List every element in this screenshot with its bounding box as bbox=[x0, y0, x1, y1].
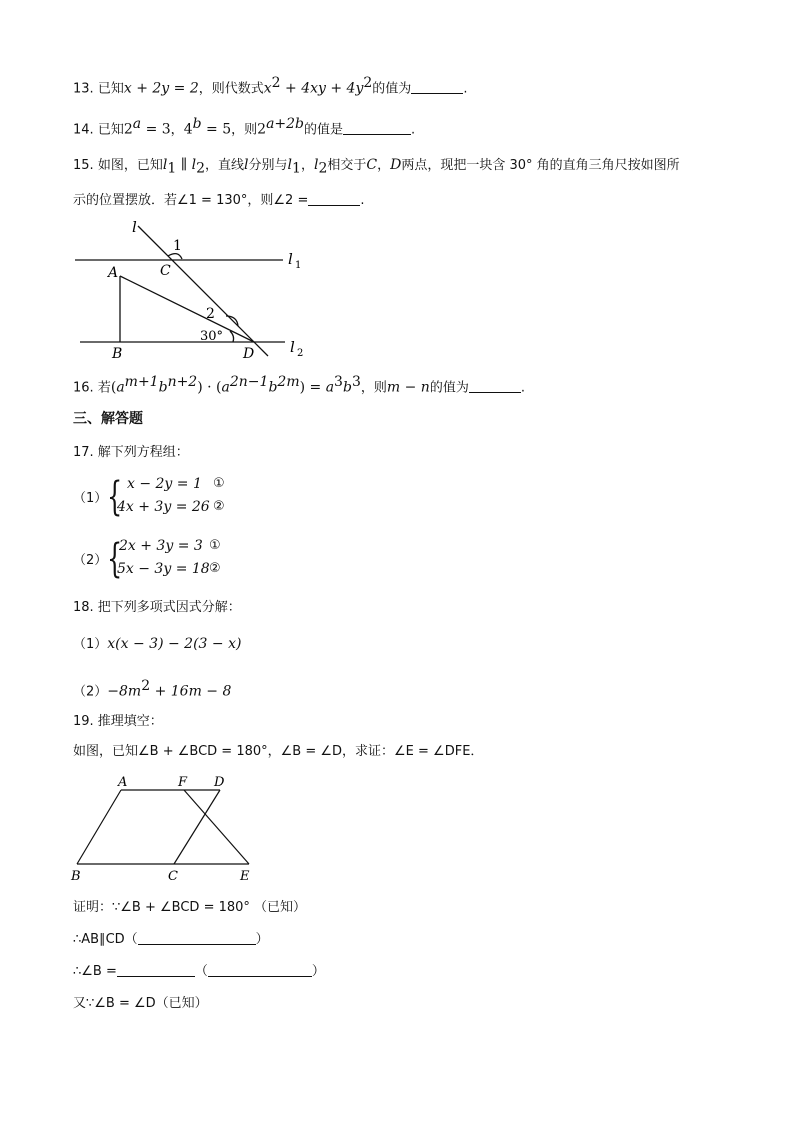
question-18-part-2: $(2)-8m^2 + 16m - 8$ bbox=[73, 678, 232, 700]
equation-1: 2x + 3y = 3 bbox=[119, 538, 203, 554]
proof-line-4: 又∵∠B = ∠D（已知） bbox=[73, 996, 208, 1011]
question-15-line-2: 示的位置摆放．若∠1 = 130°，则∠2 = . bbox=[73, 193, 365, 208]
figure-parallel-lines-triangle bbox=[70, 214, 320, 364]
question-19-statement: 如图，已知∠B + ∠BCD = 180°，∠B = ∠D，求证：∠E = ∠DFE． bbox=[73, 744, 484, 759]
label-a: A bbox=[118, 775, 128, 790]
label-c: C bbox=[160, 263, 171, 279]
label-f: F bbox=[178, 775, 188, 790]
label-l: l bbox=[132, 218, 137, 236]
condition: x + 2y = 2 bbox=[123, 80, 199, 97]
brace-icon: { bbox=[107, 536, 123, 582]
angle-30-arc bbox=[230, 331, 234, 342]
answer-blank[interactable] bbox=[343, 120, 411, 135]
label-angle-1: 1 bbox=[173, 238, 182, 254]
answer-blank[interactable] bbox=[469, 378, 521, 393]
question-number: 15. bbox=[73, 158, 94, 173]
question-15-line-1: 15. 如图，已知$l_1$ ∥ $l_2$，直线l分别与$l_1$，$l_2$相交于C，D两点，现把一块含 30° 角的直角三角尺按如图所 bbox=[73, 157, 680, 177]
segment-fe bbox=[184, 790, 249, 864]
svg-text:1: 1 bbox=[295, 260, 302, 271]
question-16: 16. 若$(a^{m+1}b^{n+2}) \cdot (a^{2n-1}b^{2m}) = a^3b^3$，则m − n的值为 . bbox=[73, 374, 525, 396]
question-19: 19. 推理填空： bbox=[73, 714, 163, 729]
answer-blank[interactable] bbox=[117, 962, 195, 977]
svg-text:2: 2 bbox=[297, 348, 304, 359]
figure-parallelogram bbox=[68, 772, 258, 884]
question-18: 18. 把下列多项式因式分解： bbox=[73, 600, 241, 615]
label-c: C bbox=[168, 869, 178, 884]
label-e: E bbox=[240, 869, 250, 884]
label-a: A bbox=[108, 265, 119, 281]
proof-line-2: ∴AB∥CD（ ） bbox=[73, 932, 269, 947]
label-l1: l bbox=[288, 250, 293, 268]
label-d: D bbox=[243, 346, 255, 362]
question-number: 16. bbox=[73, 380, 94, 396]
label-d: D bbox=[214, 775, 225, 790]
equation-2: 4x + 3y = 26 bbox=[117, 499, 210, 515]
question-13: 13. 已知x + 2y = 2，则代数式$x^2 + 4xy + 4y^2$的值为 . bbox=[73, 75, 468, 97]
question-14: 14. 已知$2^a = 3$，$4^b = 5$，则$2^{a+2b}$的值是 . bbox=[73, 116, 416, 138]
question-number: 14. bbox=[73, 122, 94, 138]
label-angle-2: 2 bbox=[206, 306, 215, 322]
segment-cd bbox=[174, 790, 220, 864]
proof-line-3: ∴∠B = （ ） bbox=[73, 964, 325, 979]
brace-icon: { bbox=[107, 474, 123, 520]
question-number: 13. bbox=[73, 81, 94, 97]
equation-system-1: （1） { x − 2y = 1 ① 4x + 3y = 26 ② bbox=[73, 474, 225, 520]
equation-system-2: （2） { 2x + 3y = 3 ① 5x − 3y = 18 ② bbox=[73, 536, 221, 582]
equation-1: x − 2y = 1 bbox=[127, 476, 202, 492]
label-30-degrees: 30° bbox=[200, 329, 224, 344]
label-l2: l bbox=[290, 338, 295, 356]
expression: x(x − 3) − 2(3 − x) bbox=[107, 636, 242, 652]
answer-blank[interactable] bbox=[308, 191, 360, 206]
equation-2: 5x − 3y = 18 bbox=[117, 561, 210, 577]
triangle-side-ad bbox=[120, 276, 254, 342]
section-heading: 三、解答题 bbox=[73, 411, 143, 427]
question-17: 17. 解下列方程组： bbox=[73, 445, 189, 460]
reason-blank[interactable] bbox=[138, 930, 256, 945]
proof-line-1: 证明：∵∠B + ∠BCD = 180° （已知） bbox=[73, 900, 307, 915]
question-18-part-1: （1）x(x − 3) − 2(3 − x) bbox=[73, 636, 242, 652]
label-b: B bbox=[112, 346, 123, 362]
answer-blank[interactable] bbox=[411, 79, 463, 94]
reason-blank[interactable] bbox=[208, 962, 312, 977]
segment-ab bbox=[77, 790, 121, 864]
label-b: B bbox=[71, 869, 81, 884]
